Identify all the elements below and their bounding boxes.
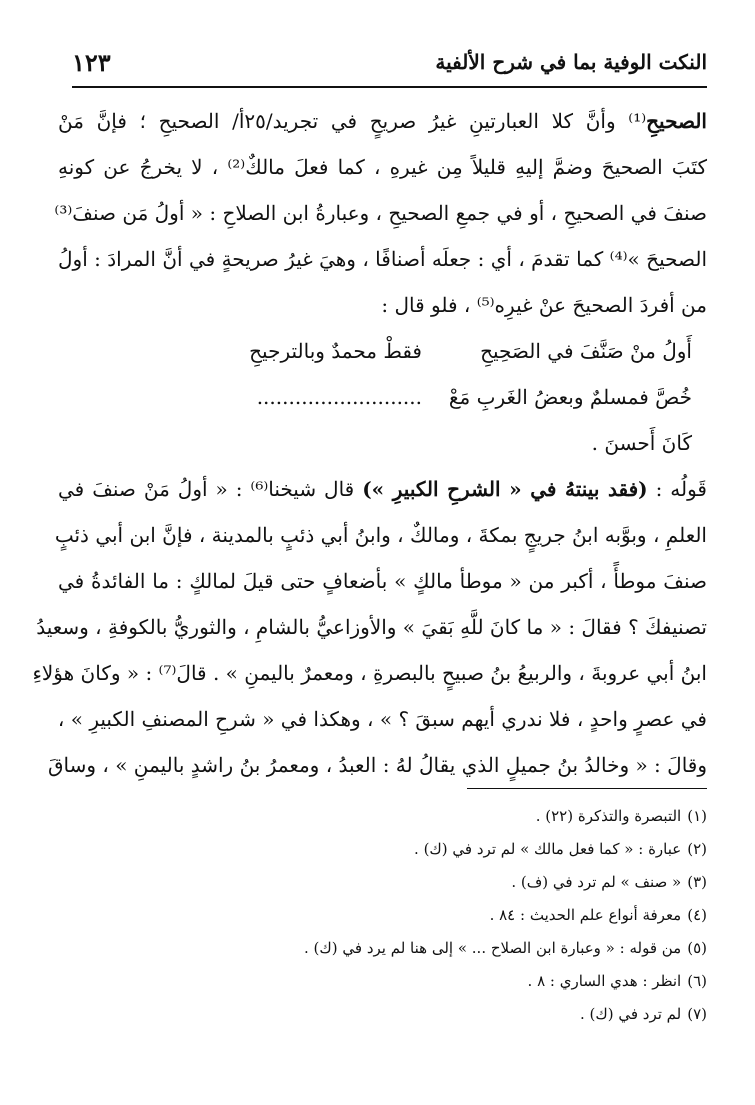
verse-line xyxy=(58,374,707,420)
footnote-number: (٥) xyxy=(687,939,707,957)
footnote-text: « صنف » لم ترد في (ف) . xyxy=(511,873,682,891)
verse-second-hemistich: .......................... xyxy=(256,385,422,409)
footnote-text: عبارة : « كما فعل مالك » لم ترد في (ك) . xyxy=(414,840,682,858)
footnote xyxy=(72,866,707,899)
footnotes xyxy=(72,800,707,1031)
header-divider xyxy=(72,86,707,88)
running-title: النكت الوفية بما في شرح الألفية xyxy=(435,50,707,74)
footnote-number: (٦) xyxy=(687,972,707,990)
text-line xyxy=(58,98,707,144)
main-text xyxy=(32,98,708,788)
footnote-number: (٢) xyxy=(687,840,707,858)
footnote-number: (٣) xyxy=(687,873,707,891)
text-line: الصحيحَ »⁽⁴⁾ كما تقدمَ ، أي : جعلَه أصنافًا ، وهيَ غيرُ صريحةٍ في أنَّ المرادَ : أولُ xyxy=(58,247,708,271)
text-line: صنفَ في الصحيحِ ، أو في جمعِ الصحيحِ ، وعبارةُ ابن الصلاحِ : « أولُ مَن صنفَ⁽³⁾ xyxy=(54,201,707,225)
bold-term: (فقد بينتهُ في « الشرحِ الكبيرِ ») xyxy=(362,477,648,501)
bold-term: الصحيحِ xyxy=(646,109,707,133)
text-line: صنفَ موطأً ، أكبر من « موطأ مالكٍ » بأضعافٍ حتى قيلَ لمالكٍ : ما الفائدةُ في xyxy=(58,569,707,593)
page-number: ١٢٣ xyxy=(72,47,111,77)
footnote-number: (٤) xyxy=(687,906,707,924)
verse-line xyxy=(58,420,707,466)
footnote xyxy=(72,998,707,1031)
footnote xyxy=(72,899,707,932)
footnote-text: لم ترد في (ك) . xyxy=(579,1005,682,1023)
footnote-text: من قوله : « وعبارة ابن الصلاح ... » إلى هنا لم يرد في (ك) . xyxy=(304,939,682,957)
text-line: وقالَ : « وخالدُ بنُ جميلٍ الذي يقالُ لهُ : العبدُ ، ومعمرُ بنُ راشدٍ باليمنِ » ، وساقَ xyxy=(48,753,707,777)
footnote-text: معرفة أنواع علم الحديث : ٨٤ . xyxy=(489,906,682,924)
line-text: قَولُه : xyxy=(655,477,707,501)
line-text: قال شيخنا⁽⁶⁾ : « أولُ مَنْ صنفَ في xyxy=(58,477,355,501)
footnote xyxy=(72,965,707,998)
text-line: العلمِ ، وبوَّبه ابنُ جريجٍ بمكةَ ، ومالكٌ ، وابنُ أبي ذئبٍ بالمدينة ، فإنَّ ابن أبي ذئبٍ xyxy=(54,523,707,547)
page-header xyxy=(72,38,707,86)
verse-tail: كَانَ أَحسنَ . xyxy=(591,431,692,455)
text-line: في عصرٍ واحدٍ ، فلا ندري أيهم سبقَ ؟ » ، وهكذا في « شرحِ المصنفِ الكبيرِ » ، xyxy=(57,707,707,731)
text-line: تصنيفكَ ؟ فقالَ : « ما كانَ للَّهِ بَقيَ » والأوزاعيُّ بالشامِ ، والثوريُّ بالكوفةِ ، وسعيدُ xyxy=(36,615,707,639)
footnote-text: التبصرة والتذكرة (٢٢) . xyxy=(535,807,682,825)
verse-first-hemistich: خُصَّ فمسلمٌ وبعضُ الغَربِ مَعْ xyxy=(448,385,692,409)
verse-second-hemistich: فقطْ محمدٌ وبالترجيحِ xyxy=(249,339,422,363)
text-line: كتَبَ الصحيحَ وضمَّ إليهِ قليلاً مِن غيرهِ ، كما فعلَ مالكٌ⁽²⁾ ، لا يخرجُ عن كونهِ xyxy=(58,155,707,179)
text-line: ابنُ أبي عروبةَ ، والربيعُ بنُ صبيحٍ بالبصرةِ ، ومعمرٌ باليمنِ » . قالَ⁽⁷⁾ : « وكانَ هؤلاءِ xyxy=(32,661,707,685)
line-text: ⁽¹⁾ وأنَّ كلا العبارتينِ غيرُ صريحٍ في تجريد/٢٥أ/ الصحيحِ ؛ فإنَّ مَنْ xyxy=(58,109,647,133)
verse-first-hemistich: أَولُ منْ صَنَّفَ في الصَحِيحِ xyxy=(480,339,692,363)
footnote xyxy=(72,932,707,965)
text-line: من أفردَ الصحيحَ عنْ غيرِه⁽⁵⁾ ، فلو قال : xyxy=(381,293,707,317)
footnote-number: (٧) xyxy=(687,1005,707,1023)
footnote xyxy=(72,800,707,833)
footnote-number: (١) xyxy=(687,807,707,825)
verse-line xyxy=(58,328,707,374)
footnote-text: انظر : هدي الساري : ٨ . xyxy=(527,972,682,990)
text-line xyxy=(58,466,707,512)
footnote-divider xyxy=(467,788,707,789)
footnote xyxy=(72,833,707,866)
